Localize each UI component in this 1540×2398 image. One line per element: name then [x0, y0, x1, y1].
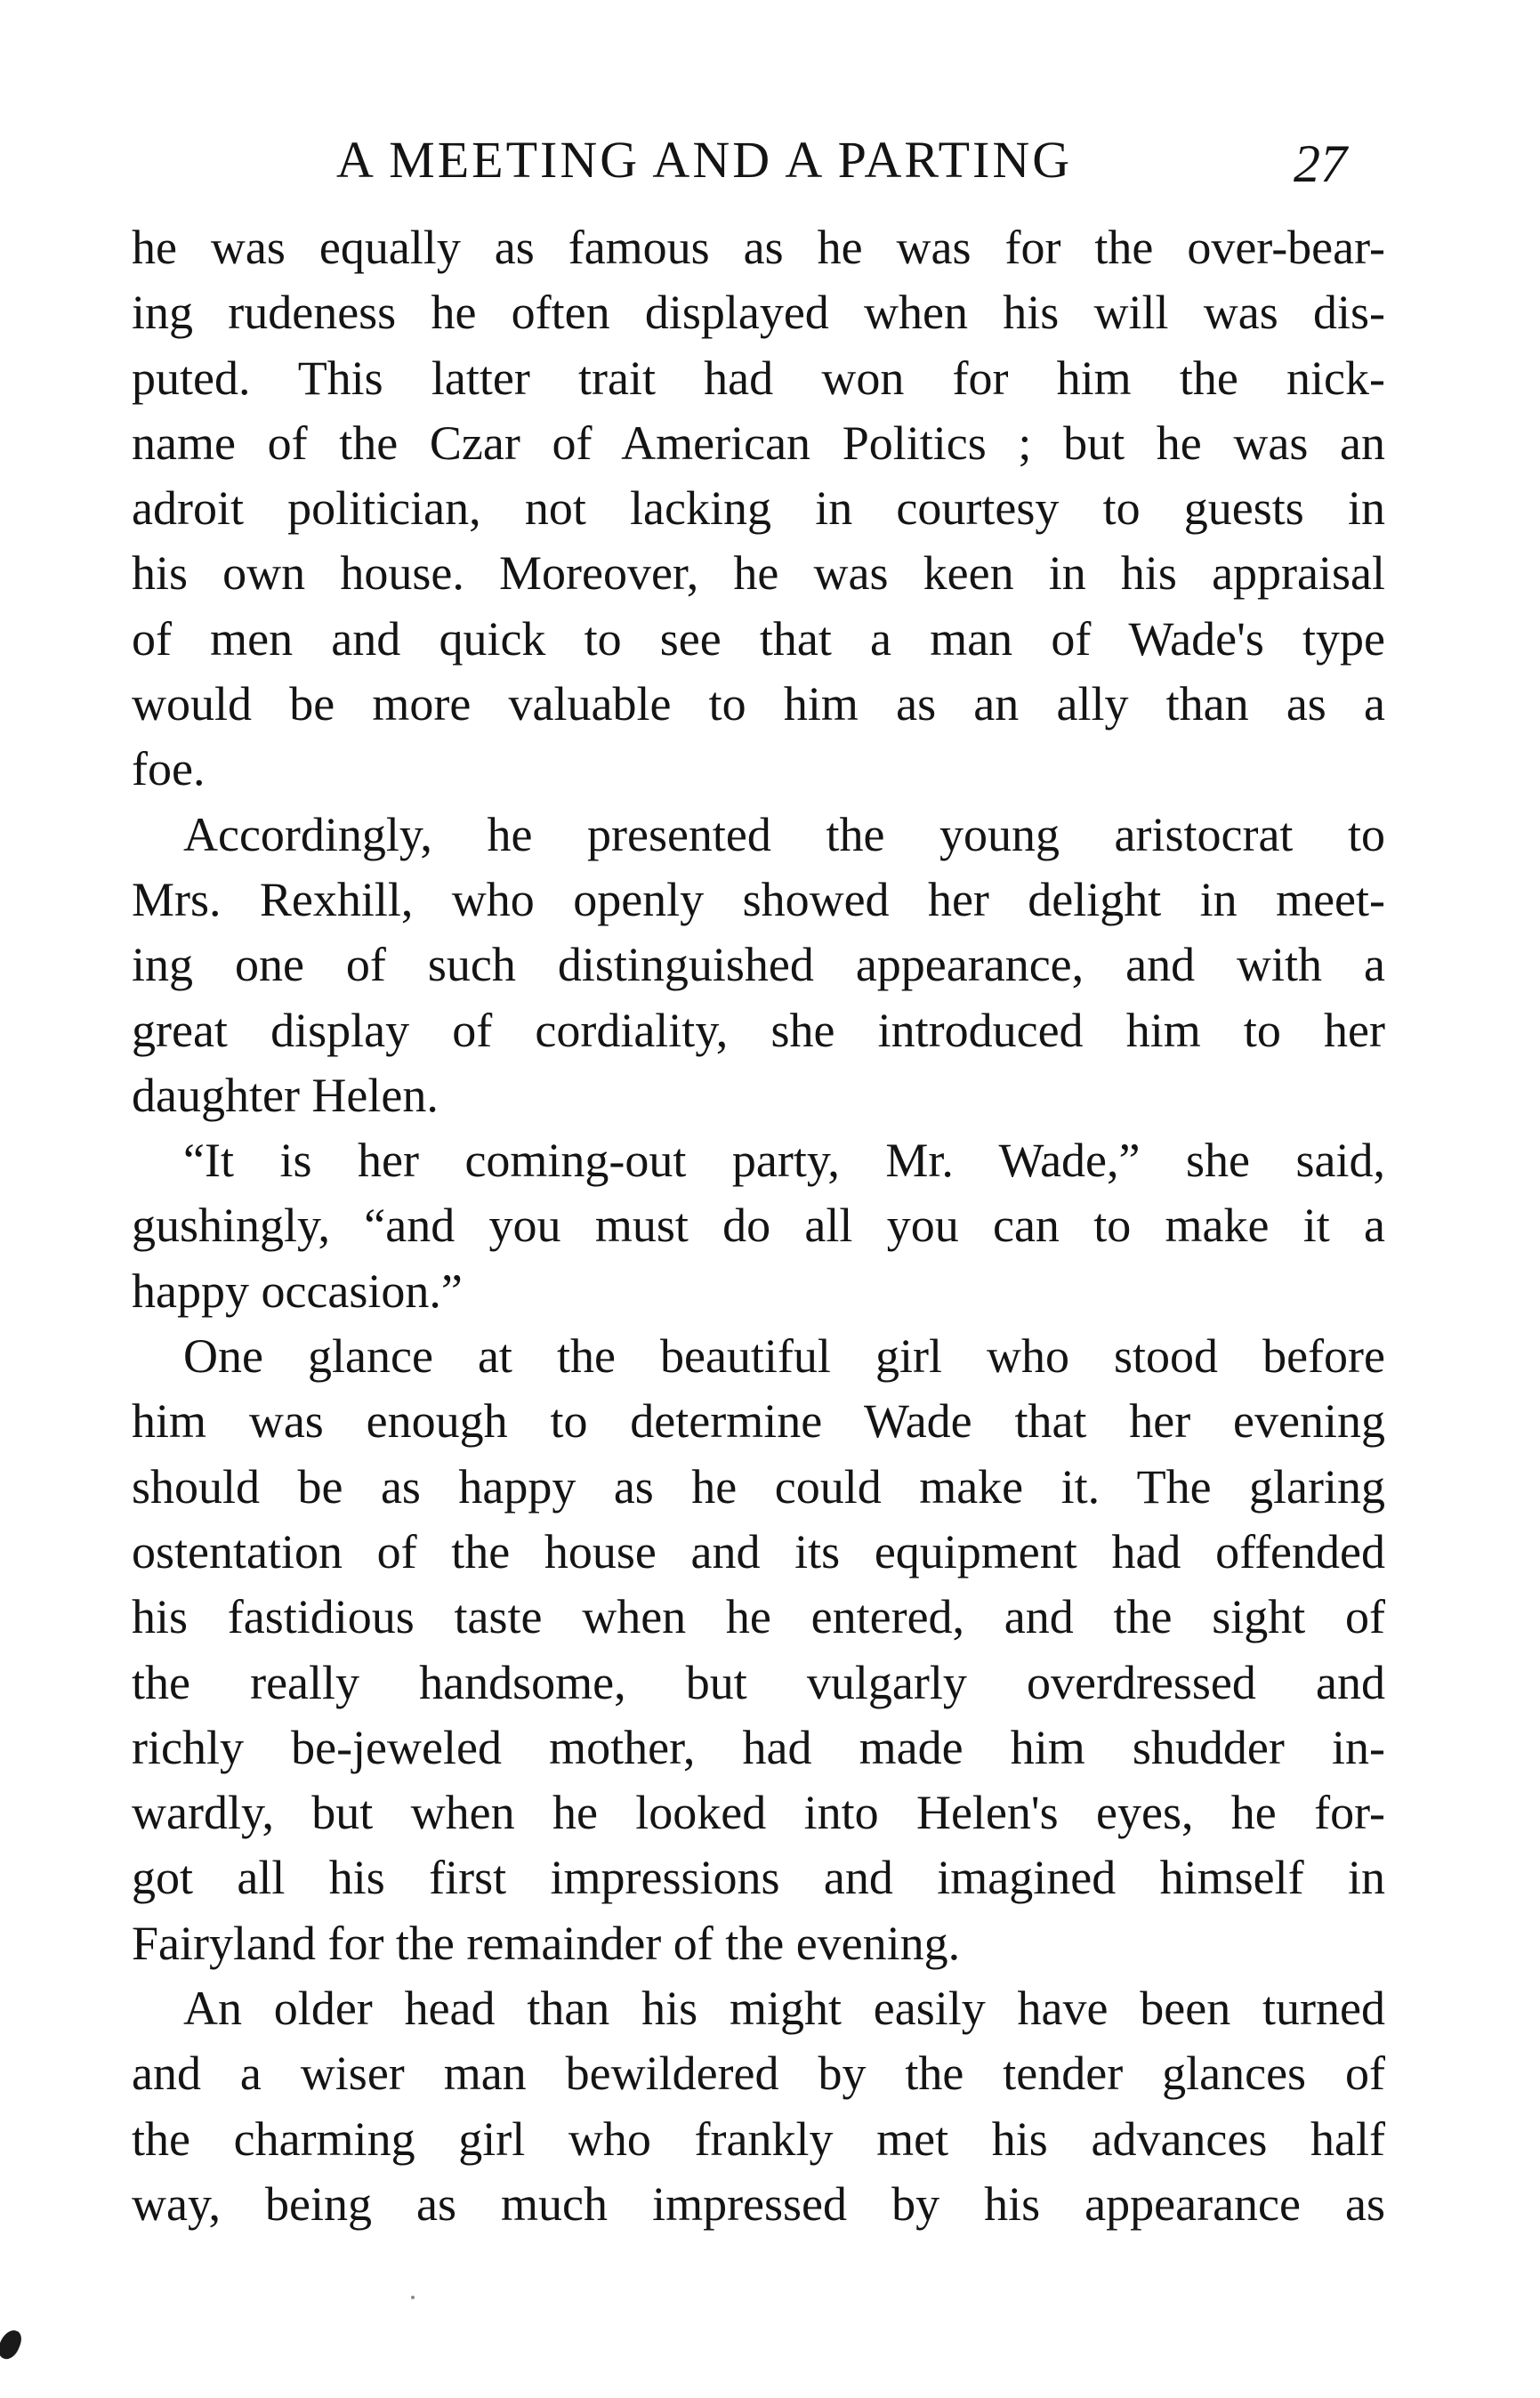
- text-line: name of the Czar of American Politics ; but he was an: [132, 416, 1385, 470]
- text-line: would be more valuable to him as an ally than as a: [132, 677, 1385, 731]
- text-line: he was equally as famous as he was for the over-bear-: [132, 221, 1385, 274]
- text-line: his fastidious taste when he entered, and the sight of: [132, 1590, 1385, 1644]
- text-line: ing rudeness he often displayed when his will was dis-: [132, 286, 1385, 340]
- text-line: Accordingly, he presented the young aristocrat to: [183, 807, 1385, 861]
- text-line: wardly, but when he looked into Helen's eyes, he for-: [132, 1786, 1385, 1840]
- text-line: One glance at the beautiful girl who stood before: [183, 1329, 1385, 1384]
- text-line: should be as happy as he could make it. The glaring: [132, 1459, 1385, 1514]
- text-line: him was enough to determine Wade that her evening: [132, 1394, 1385, 1449]
- paper-speck: [411, 2296, 415, 2299]
- text-line: ing one of such distinguished appearance, and with a: [132, 938, 1385, 992]
- text-line: foe.: [132, 742, 206, 796]
- body-text: [132, 215, 1385, 2237]
- text-line: way, being as much impressed by his appearance as: [132, 2176, 1385, 2231]
- text-line: of men and quick to see that a man of Wade's type: [132, 611, 1385, 666]
- text-line: his own house. Moreover, he was keen in his appraisal: [132, 546, 1385, 601]
- text-line: puted. This latter trait had won for him the nick-: [132, 351, 1385, 405]
- text-line: adroit politician, not lacking in courtesy to guests in: [132, 481, 1385, 536]
- text-line: Fairyland for the remainder of the evening.: [132, 1916, 961, 1970]
- text-line: ostentation of the house and its equipment had offended: [132, 1524, 1385, 1578]
- text-line: great display of cordiality, she introduced him to her: [132, 1003, 1385, 1057]
- text-line: An older head than his might easily have been turned: [183, 1982, 1385, 2036]
- text-line: daughter Helen.: [132, 1068, 439, 1122]
- ink-blot: [0, 2327, 24, 2362]
- page-header: [0, 125, 1540, 196]
- text-line: richly be-jeweled mother, had made him shudder in-: [132, 1720, 1385, 1774]
- text-line: the really handsome, but vulgarly overdressed and: [132, 1655, 1385, 1709]
- text-line: and a wiser man bewildered by the tender glances of: [132, 2047, 1385, 2101]
- text-line: got all his first impressions and imagined himself in: [132, 1851, 1385, 1905]
- text-line: Mrs. Rexhill, who openly showed her delight in meet-: [132, 872, 1385, 926]
- text-line: “It is her coming-out party, Mr. Wade,” she said,: [183, 1134, 1385, 1188]
- text-line: happy occasion.”: [132, 1264, 463, 1318]
- running-title: A MEETING AND A PARTING: [336, 131, 1073, 189]
- page-number: 27: [1294, 134, 1347, 193]
- text-line: gushingly, “and you must do all you can to make it a: [132, 1199, 1385, 1253]
- text-line: the charming girl who frankly met his advances half: [132, 2111, 1385, 2166]
